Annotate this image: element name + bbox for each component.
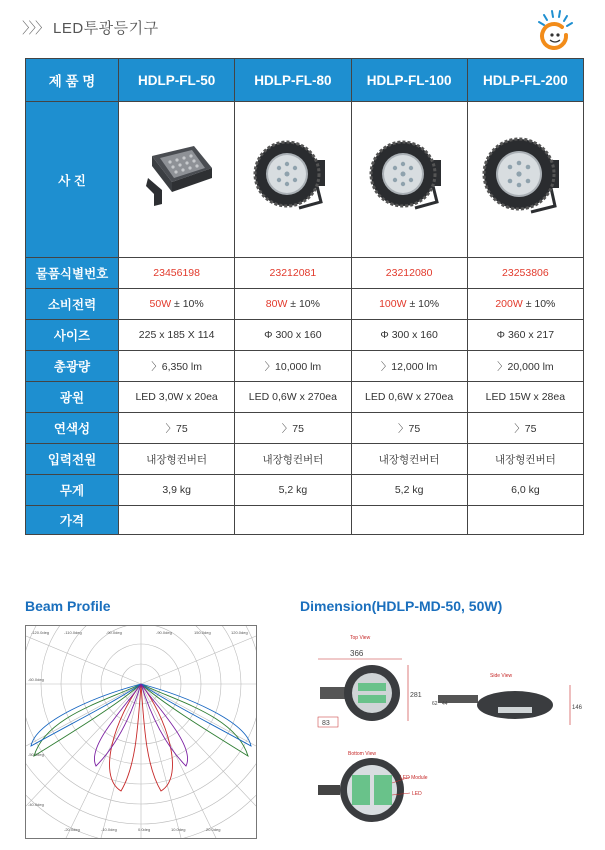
- table-cell: 〉12,000 lm: [351, 351, 467, 382]
- model-name: HDLP-FL-100: [351, 59, 467, 102]
- table-row: [26, 351, 584, 382]
- table-cell: [351, 289, 467, 320]
- dim-44: 44: [442, 701, 448, 707]
- polar-plot: [26, 626, 256, 838]
- model-name: HDLP-FL-50: [119, 59, 235, 102]
- table-row: [26, 289, 584, 320]
- side-view-label: Side View: [490, 673, 513, 679]
- led-module-label: LED Module: [400, 775, 428, 781]
- table-cell: LED 15W x 28ea: [467, 382, 583, 413]
- table-cell: 내장형컨버터: [467, 444, 583, 475]
- watt-value: 80W: [265, 298, 288, 310]
- chevrons: 〉〉〉: [22, 20, 50, 37]
- watt-value: 50W: [149, 298, 172, 310]
- model-name: HDLP-FL-200: [467, 59, 583, 102]
- row-label: 입력전원: [26, 444, 119, 475]
- angle-label: 0.0deg: [138, 827, 151, 832]
- table-cell: [119, 506, 235, 535]
- square-floodlight-image: [132, 138, 222, 218]
- table-cell: 23253806: [467, 258, 583, 289]
- page-header: [22, 17, 159, 38]
- tolerance: ± 10%: [525, 298, 556, 310]
- row-label: 사이즈: [26, 320, 119, 351]
- angle-label: -40.0deg: [28, 802, 44, 807]
- product-photo: [351, 102, 467, 258]
- angle-label: -120.0deg: [31, 630, 50, 635]
- row-label: 총광량: [26, 351, 119, 382]
- dim-281: 281: [410, 692, 422, 699]
- table-cell: 3,9 kg: [119, 475, 235, 506]
- table-header-row: [26, 59, 584, 102]
- dimension-title: Dimension(HDLP-MD-50, 50W): [300, 598, 503, 614]
- angle-label: 150.0deg: [194, 630, 211, 635]
- table-cell: Φ 360 x 217: [467, 320, 583, 351]
- table-row: [26, 475, 584, 506]
- table-cell: 23456198: [119, 258, 235, 289]
- angle-label: -90.0deg: [156, 630, 172, 635]
- table-cell: 5,2 kg: [235, 475, 351, 506]
- table-row: [26, 413, 584, 444]
- table-cell: 〉75: [235, 413, 351, 444]
- table-row: [26, 320, 584, 351]
- row-label: 소비전력: [26, 289, 119, 320]
- tolerance: ± 10%: [290, 298, 320, 310]
- angle-label: -90.0deg: [106, 630, 122, 635]
- angle-label: 120.0deg: [231, 630, 248, 635]
- table-cell: LED 3,0W x 20ea: [119, 382, 235, 413]
- table-cell: 〉20,000 lm: [467, 351, 583, 382]
- photo-label: 사 진: [26, 102, 119, 258]
- beam-profile-title: Beam Profile: [25, 598, 111, 614]
- dim-146: 146: [572, 705, 583, 711]
- angle-label: 10.0deg: [171, 827, 186, 832]
- round-floodlight-image: [479, 136, 571, 220]
- dim-366: 366: [350, 649, 364, 658]
- product-photo: [467, 102, 583, 258]
- table-cell: [467, 289, 583, 320]
- led-label: LED: [412, 791, 422, 797]
- product-photo: [119, 102, 235, 258]
- table-cell: 〉6,350 lm: [119, 351, 235, 382]
- table-cell: [235, 289, 351, 320]
- product-photo: [235, 102, 351, 258]
- table-cell: [351, 506, 467, 535]
- table-cell: 내장형컨버터: [119, 444, 235, 475]
- brand-logo-icon: [532, 8, 578, 54]
- angle-label: -10.0deg: [101, 827, 117, 832]
- table-cell: Φ 300 x 160: [235, 320, 351, 351]
- angle-label: -60.0deg: [28, 677, 44, 682]
- table-cell: 〉75: [351, 413, 467, 444]
- spec-table: [25, 58, 584, 535]
- watt-value: 200W: [495, 298, 523, 310]
- table-cell: 〉10,000 lm: [235, 351, 351, 382]
- table-cell: [467, 506, 583, 535]
- top-view-label: Top View: [350, 635, 371, 641]
- table-cell: 내장형컨버터: [235, 444, 351, 475]
- table-cell: 23212080: [351, 258, 467, 289]
- round-floodlight-image: [247, 138, 339, 218]
- row-label: 연색성: [26, 413, 119, 444]
- table-cell: Φ 300 x 160: [351, 320, 467, 351]
- model-name: HDLP-FL-80: [235, 59, 351, 102]
- tolerance: ± 10%: [174, 298, 204, 310]
- table-cell: 5,2 kg: [351, 475, 467, 506]
- bottom-view-label: Bottom View: [348, 751, 376, 757]
- row-label: 무게: [26, 475, 119, 506]
- table-cell: [235, 506, 351, 535]
- row-label: 광원: [26, 382, 119, 413]
- dimension-drawing: [300, 625, 590, 837]
- table-cell: LED 0,6W x 270ea: [235, 382, 351, 413]
- photo-row: [26, 102, 584, 258]
- table-cell: 225 x 185 X 114: [119, 320, 235, 351]
- watt-value: 100W: [379, 298, 407, 310]
- round-floodlight-image: [363, 138, 455, 218]
- table-cell: LED 0,6W x 270ea: [351, 382, 467, 413]
- table-cell: 〉75: [467, 413, 583, 444]
- row-label: 물품식별번호: [26, 258, 119, 289]
- angle-label: -110.0deg: [64, 630, 82, 635]
- table-cell: 내장형컨버터: [351, 444, 467, 475]
- beam-profile-diagram: [25, 625, 257, 839]
- angle-label: -20.0deg: [64, 827, 80, 832]
- table-cell: [119, 289, 235, 320]
- dim-62: 62: [432, 701, 438, 707]
- angle-label: 20.0deg: [206, 827, 221, 832]
- table-cell: 〉75: [119, 413, 235, 444]
- dimension-diagram: [300, 625, 590, 837]
- table-row: [26, 506, 584, 535]
- table-row: [26, 382, 584, 413]
- table-cell: 23212081: [235, 258, 351, 289]
- table-row: [26, 444, 584, 475]
- page-title: LED투광등기구: [53, 20, 159, 37]
- tolerance: ± 10%: [409, 298, 440, 310]
- dim-83: 83: [322, 720, 330, 727]
- table-cell: 6,0 kg: [467, 475, 583, 506]
- table-row: [26, 258, 584, 289]
- angle-label: -50.0deg: [28, 752, 44, 757]
- header-label: 제 품 명: [26, 59, 119, 102]
- row-label: 가격: [26, 506, 119, 535]
